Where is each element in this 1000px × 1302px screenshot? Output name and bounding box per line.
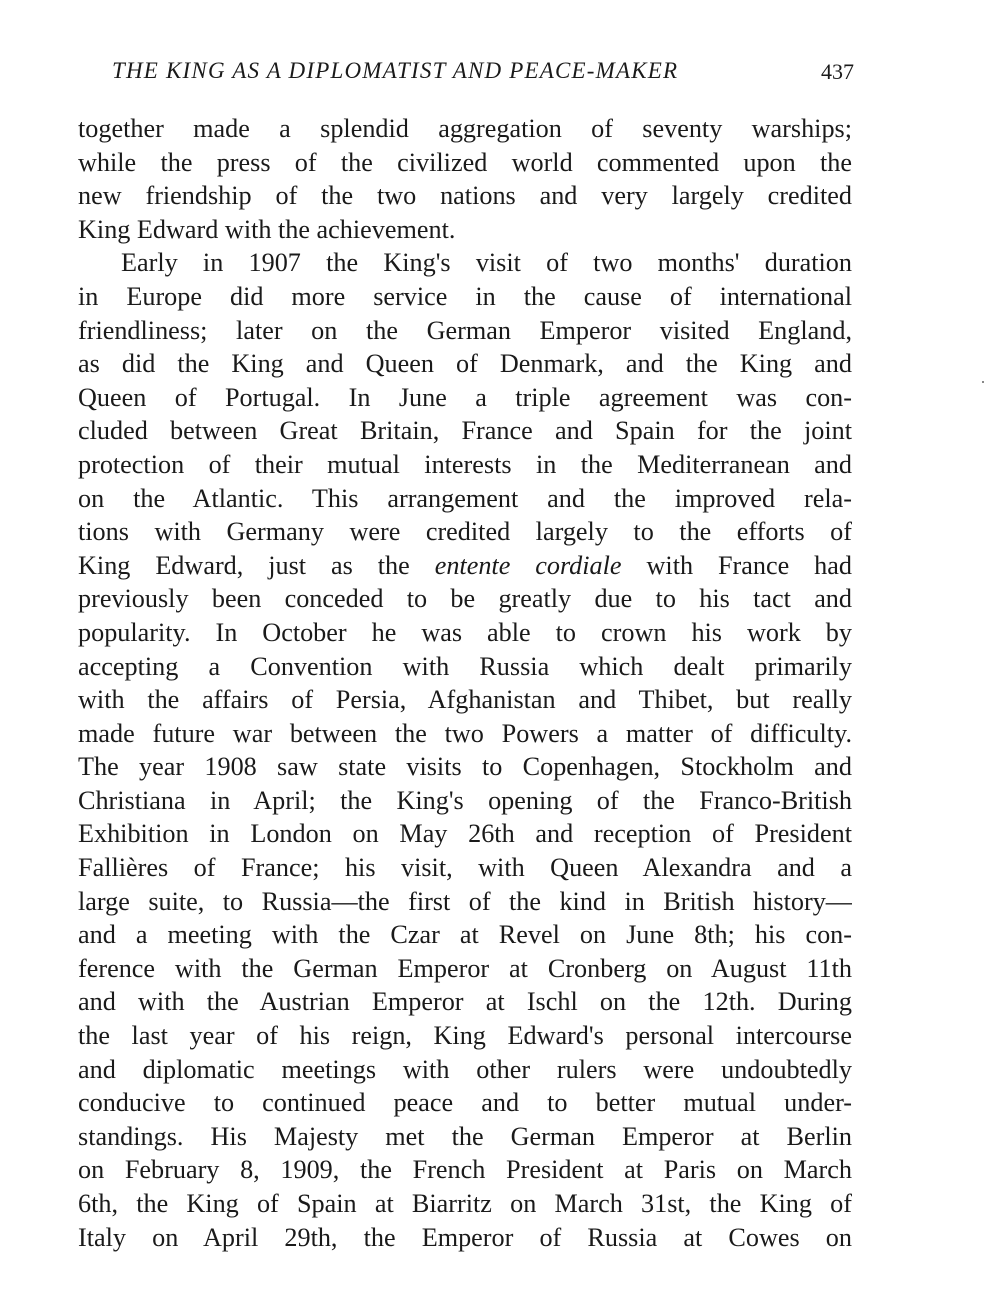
text-line: Italy on April 29th, the Emperor of Russia at Cowes on xyxy=(78,1222,852,1252)
running-header xyxy=(112,58,854,92)
text-line xyxy=(78,549,852,583)
text-line: protection of their mutual interests in the Mediterranean and xyxy=(78,449,852,479)
text-line: as did the King and Queen of Denmark, and the King and xyxy=(78,349,852,379)
text-line: 6th, the King of Spain at Biarritz on March 31st, the King of xyxy=(78,1189,852,1218)
text-line: Fallières of France; his visit, with Queen Alexandra and a xyxy=(78,853,852,883)
text-line: with the affairs of Persia, Afghanistan and Thibet, but really xyxy=(78,685,852,715)
text-line: while the press of the civilized world commented upon the xyxy=(78,147,852,177)
text-line: new friendship of the two nations and very largely credited xyxy=(78,181,852,211)
text-line: cluded between Great Britain, France and Spain for the joint xyxy=(78,416,852,446)
text-line: the last year of his reign, King Edward's personal intercourse xyxy=(78,1021,852,1051)
text-line: and diplomatic meetings with other rulers were undoubtedly xyxy=(78,1054,852,1084)
text-line: Christiana in April; the King's opening of the Franco-British xyxy=(78,785,852,815)
text-line: Early in 1907 the King's visit of two months' duration xyxy=(121,248,852,278)
text-line: popularity. In October he was able to crown his work by xyxy=(78,617,852,647)
scan-speck xyxy=(982,381,984,383)
text-line: conducive to continued peace and to better mutual under- xyxy=(78,1088,852,1118)
text-line: Queen of Portugal. In June a triple agreement was con- xyxy=(78,382,852,412)
text-line: ference with the German Emperor at Cronberg on August 11th xyxy=(78,953,852,983)
text-line: together made a splendid aggregation of seventy warships; xyxy=(78,114,852,143)
body-text xyxy=(78,112,852,1254)
text-line: standings. His Majesty met the German Emperor at Berlin xyxy=(78,1121,852,1151)
text-line: in Europe did more service in the cause of international xyxy=(78,281,852,311)
text-line: previously been conceded to be greatly due to his tact and xyxy=(78,584,852,614)
text-line: large suite, to Russia—the first of the kind in British history— xyxy=(78,886,852,916)
running-title: THE KING AS A DIPLOMATIST AND PEACE-MAKER xyxy=(112,58,679,83)
text-line: Exhibition in London on May 26th and reception of President xyxy=(78,819,852,849)
text-line: King Edward with the achievement. xyxy=(78,214,456,244)
text-line: and with the Austrian Emperor at Ischl on the 12th. During xyxy=(78,987,852,1017)
page-number: 437 xyxy=(821,59,854,84)
text-line: on February 8, 1909, the French President at Paris on March xyxy=(78,1155,852,1185)
text-segment: King Edward, just as the xyxy=(78,550,435,580)
text-line: and a meeting with the Czar at Revel on June 8th; his con- xyxy=(78,920,852,950)
italic-phrase: entente cordiale xyxy=(434,550,622,580)
text-line: accepting a Convention with Russia which dealt primarily xyxy=(78,651,852,681)
text-line: on the Atlantic. This arrangement and the improved rela- xyxy=(78,483,852,513)
text-line: made future war between the two Powers a matter of difficulty. xyxy=(78,718,852,748)
text-line: friendliness; later on the German Emperor visited England, xyxy=(78,315,852,345)
text-line: tions with Germany were credited largely to the efforts of xyxy=(78,517,852,547)
text-segment: with France had xyxy=(621,550,852,580)
text-line: The year 1908 saw state visits to Copenhagen, Stockholm and xyxy=(78,752,852,782)
